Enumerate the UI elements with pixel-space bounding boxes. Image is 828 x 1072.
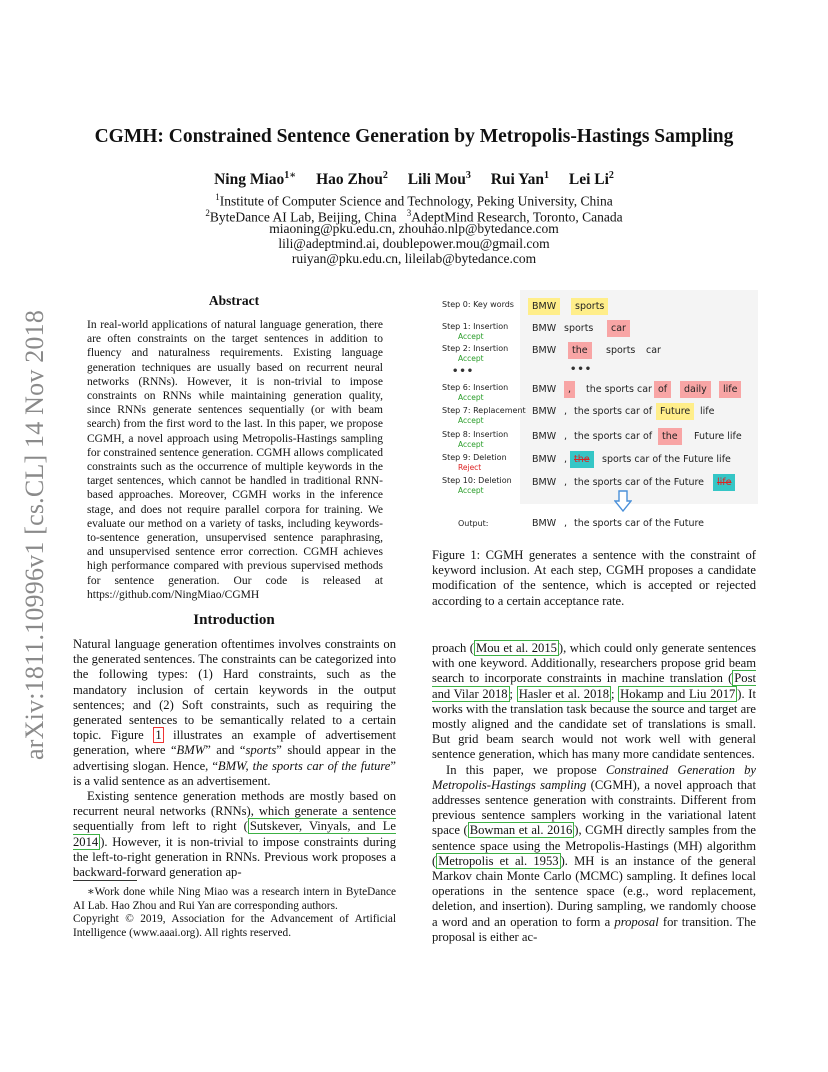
sentence-token: BMW bbox=[532, 345, 557, 356]
step-label: Step 2: Insertion bbox=[442, 344, 509, 353]
sentence-token: BMW bbox=[532, 323, 557, 334]
footnote-rule bbox=[73, 880, 137, 881]
introduction-heading: Introduction bbox=[193, 612, 275, 628]
figure-reference-link[interactable]: 1 bbox=[155, 728, 162, 743]
author-name: Lili Mou$^3$ bbox=[407, 170, 471, 189]
author-name: Lei Li$^2$ bbox=[568, 170, 614, 189]
sentence-token: the sports car of bbox=[574, 406, 653, 417]
abstract-text: In real-world applications of natural language generation, there are often constraints on the target sentences in addition to fluency and naturalness requirements. Existing language generation techniques are usually based on recurrent neural networks (RNNs). However, it is non-trivial to impose constraints on RNNs while maintaining generation quality, since RNNs generate sentences sequentially (or with beam search) from the first word to the last. In this paper, we propose CGMH, a novel approach using Metropolis-Hastings sampling for constrained sentence generation. CGMH allows complicated constraints such as the occurrence of multiple keywords in the target sentences, which cannot be handled in traditional RNN-based approaches. Moreover, CGMH works in the inference stage, and does not require parallel corpora for training. We evaluate our method on a variety of tasks, including keywords-to-sentence generation, unsupervised sentence paraphrasing, and unsupervised sentence error correction. CGMH achieves high performance compared with previous supervised methods for sentence generation. Our code is released at https://github.com/NingMiao/CGMH bbox=[87, 319, 383, 601]
replaced-token: Future bbox=[656, 403, 694, 420]
step-status-accept: Accept bbox=[458, 393, 484, 402]
intro-paragraph-1: Natural language generation oftentimes involves constraints on the generated sentences. The constraints can be categorized into the following types: (1) Hard constraints, such as the mandatory inclusion of certain keywords in the output sentences; and (2) Soft constraints, such as requiring the generated sentences to be semantically related to a certain topic. Figure 1 illustrates an example of advertisement generation, where “BMW” and “sports” should appear in the advertising slogan. Hence, “BMW, the sports car of the future” is a valid sentence as an advertisement. bbox=[73, 637, 396, 788]
step-label: Step 7: Replacement bbox=[442, 406, 526, 415]
footnote-text: ∗Work done while Ning Miao was a research intern in ByteDance AI Lab. Hao Zhou and Rui Yan are corresponding authors. bbox=[73, 886, 396, 912]
citation-link[interactable]: Hasler et al. 2018 bbox=[518, 686, 609, 701]
output-label: Output: bbox=[458, 519, 489, 528]
intro-paragraph-4: In this paper, we propose Constrained Generation by Metropolis-Hastings sampling (CGMH), a novel approach that addresses sentence generation with constraints. Different from previous sentence samplers working in the variational latent space ( Bowman et al. 2016 ), CGMH directly samples from the sentence space using the Metropolis-Hastings (MH) algorithm ( Metropolis et al. 1953 ). MH is an instance of the general Markov chain Monte Carlo (MCMC) sampling. It defines local operations in the sentence space (e.g., word replacement, deletion, and insertion). During sampling, we randomly choose a word and an operation to form a proposal for transition. The proposal is either ac- bbox=[432, 762, 757, 944]
step-label: Step 8: Insertion bbox=[442, 430, 509, 439]
step-status-reject: Reject bbox=[458, 463, 482, 472]
step-label: Step 0: Key words bbox=[442, 300, 514, 309]
sentence-token: , bbox=[564, 454, 568, 465]
author-name: Ning Miao$^{1∗}$ bbox=[214, 170, 297, 189]
author-list bbox=[60, 170, 768, 189]
citation-link[interactable]: Metropolis et al. 1953 bbox=[438, 853, 559, 868]
sentence-token: BMW bbox=[532, 384, 557, 395]
sentence-token: BMW bbox=[532, 454, 557, 465]
sentence-token: , bbox=[564, 406, 568, 417]
inserted-token: of bbox=[654, 381, 671, 398]
sentence-token: BMW bbox=[532, 431, 557, 442]
sentence-token: life bbox=[700, 406, 715, 417]
sentence-token: BMW bbox=[532, 406, 557, 417]
citation-link[interactable]: Mou et al. 2015 bbox=[476, 641, 557, 655]
sentence-token: BMW bbox=[532, 477, 557, 488]
author-email: ruiyan@pku.edu.cn, lileilab@bytedance.com bbox=[291, 251, 537, 266]
step-label: Step 6: Insertion bbox=[442, 383, 509, 392]
author-name: Rui Yan$^1$ bbox=[490, 170, 549, 189]
inserted-token: life bbox=[719, 381, 741, 398]
inserted-token: daily bbox=[680, 381, 711, 398]
inserted-token: , bbox=[564, 381, 575, 398]
sentence-token: Future life bbox=[694, 431, 742, 442]
sentence-token: the sports car bbox=[586, 384, 652, 395]
output-token: BMW bbox=[532, 518, 557, 529]
step-status-accept: Accept bbox=[458, 354, 484, 363]
step-status-accept: Accept bbox=[458, 332, 484, 341]
sentence-token: sports car of the Future life bbox=[602, 454, 731, 465]
figure-1-caption: Figure 1: CGMH generates a sentence with the constraint of keyword inclusion. At each step, CGMH proposes a candidate modification of the sentence, which is accepted or rejected according to a certain acceptance rate. bbox=[432, 548, 756, 608]
sentence-token: sports bbox=[564, 323, 594, 334]
footnote bbox=[73, 886, 396, 940]
left-column-body bbox=[73, 637, 396, 880]
author-name: Hao Zhou$^2$ bbox=[316, 170, 388, 189]
citation-link[interactable]: Bowman et al. 2016 bbox=[469, 823, 573, 838]
step-label: Step 9: Deletion bbox=[442, 453, 507, 462]
intro-paragraph-2: Existing sentence generation methods are mostly based on recurrent neural networks (RNNs), which generate a sentence sequentially from left to right ( Sutskever, Vinyals, and Le 2014 ). However, it is non-trivial to impose constraints during the left-to-right generation in RNNs. Previous work proposes a backward-forward generation ap- bbox=[73, 789, 396, 880]
ellipsis: ••• bbox=[452, 366, 475, 377]
sentence-token: , bbox=[564, 477, 568, 488]
citation-link[interactable]: Post and Vilar 2018 bbox=[432, 671, 756, 701]
affiliation-1: $^1$Institute of Computer Science and Technology, Peking University, China bbox=[215, 192, 613, 209]
author-email: miaoning@pku.edu.cn, zhouhao.nlp@bytedance.com bbox=[269, 221, 559, 236]
inserted-token: car bbox=[607, 320, 630, 337]
paper-title: CGMH: Constrained Sentence Generation by Metropolis-Hastings Sampling bbox=[94, 126, 734, 147]
step-status-accept: Accept bbox=[458, 416, 484, 425]
down-arrow-icon bbox=[614, 490, 632, 512]
citation-link[interactable]: Hokamp and Liu 2017 bbox=[620, 686, 736, 701]
step-status-accept: Accept bbox=[458, 440, 484, 449]
ellipsis: ••• bbox=[570, 364, 593, 375]
sentence-token: sports bbox=[606, 345, 636, 356]
sentence-token: , bbox=[564, 431, 568, 442]
abstract-heading: Abstract bbox=[208, 293, 260, 308]
author-email: lili@adeptmind.ai, doublepower.mou@gmail.com bbox=[278, 236, 550, 251]
deleted-token: the bbox=[570, 451, 594, 468]
inserted-token: the bbox=[568, 342, 592, 359]
citation-link[interactable]: Sutskever, Vinyals, and Le 2014 bbox=[73, 819, 396, 849]
sentence-token: car bbox=[646, 345, 661, 356]
arxiv-sidebar-id: arXiv:1811.10996v1 [cs.CL] 14 Nov 2018 bbox=[20, 309, 49, 760]
keyword-token: sports bbox=[571, 298, 608, 315]
affiliation-2-3: $^2$ByteDance AI Lab, Beijing, China $^3$AdeptMind Research, Toronto, Canada bbox=[205, 208, 623, 225]
step-status-accept: Accept bbox=[458, 486, 484, 495]
right-column-body bbox=[432, 641, 756, 945]
keyword-token: BMW bbox=[528, 298, 560, 315]
output-token: , bbox=[564, 518, 568, 529]
sentence-token: the sports car of bbox=[574, 431, 653, 442]
intro-paragraph-3: proach ( Mou et al. 2015 ), which could only generate sentences with one keyword. Additionally, researchers propose grid beam search to incorporate constraints in machine translation ( Post and Vilar 2018 ; Hasler et al. 2018 ; Hokamp and Liu 2017 ). It works with the translation task because the source and target are mostly aligned and the candidate set of translations is small. But grid beam search would not work well with general sentence generation, which has many more candidate sentences. bbox=[432, 641, 756, 762]
output-token: the sports car of the Future bbox=[574, 518, 705, 529]
sentence-token: the sports car of the Future bbox=[574, 477, 705, 488]
copyright-notice: Copyright © 2019, Association for the Advancement of Artificial Intelligence (www.aaai.org). All rights reserved. bbox=[73, 913, 396, 939]
inserted-token: the bbox=[658, 428, 682, 445]
figure-1 bbox=[432, 290, 758, 540]
step-label: Step 10: Deletion bbox=[442, 476, 512, 485]
deleted-token: life bbox=[713, 474, 735, 491]
step-label: Step 1: Insertion bbox=[442, 322, 509, 331]
